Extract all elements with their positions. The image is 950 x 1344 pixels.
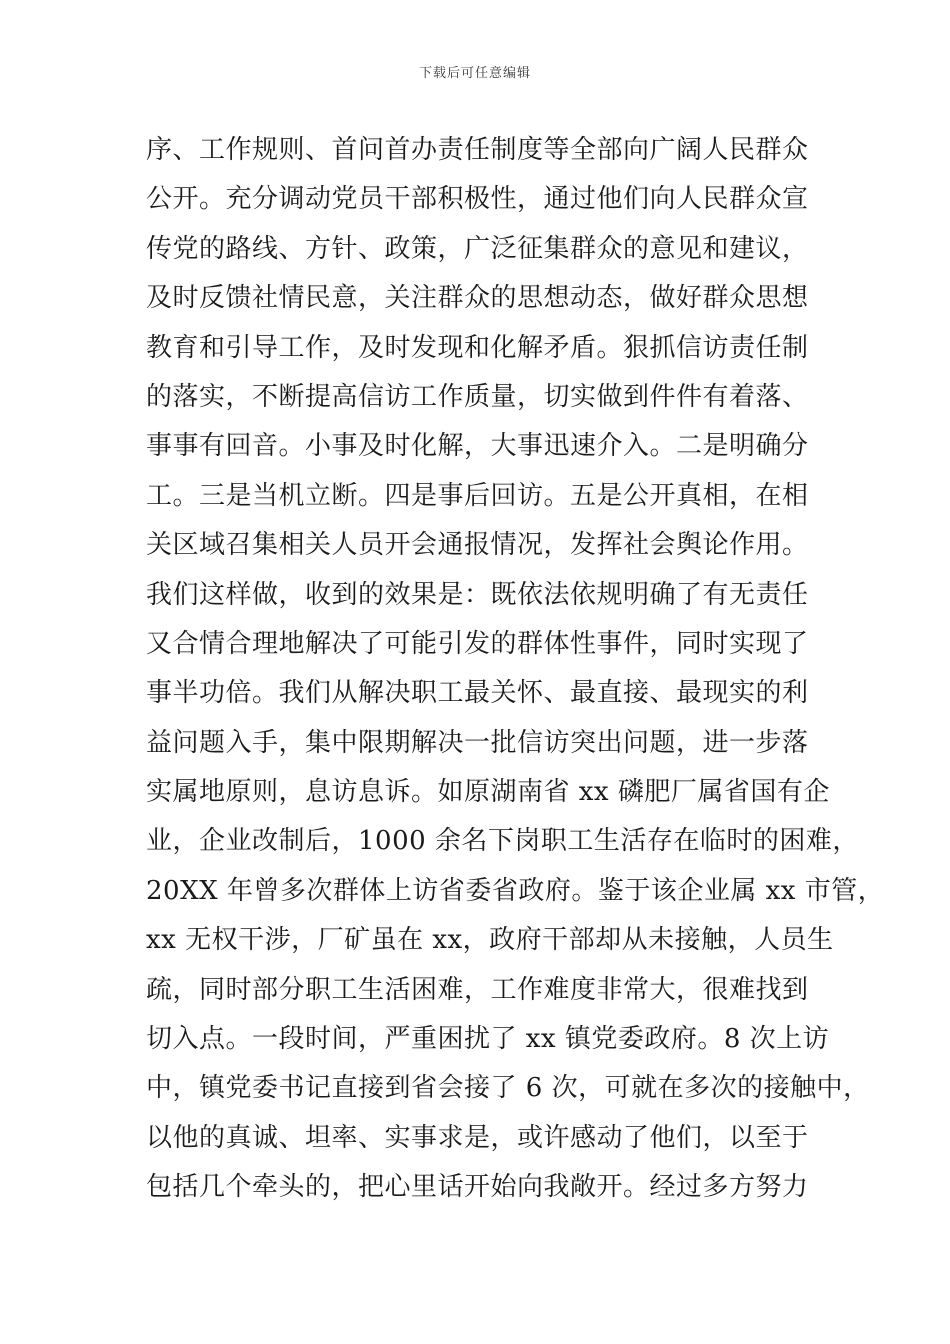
- text-line: 切入点。一段时间，严重困扰了 xx 镇党委政府。8 次上访: [146, 1024, 830, 1055]
- text-line: 我们这样做，收到的效果是：既依法依规明确了有无责任: [146, 579, 809, 610]
- text-line: 包括几个牵头的，把心里话开始向我敞开。经过多方努力: [146, 1172, 809, 1203]
- page-header: 下载后可任意编辑: [418, 66, 531, 81]
- text-line: 20XX 年曾多次群体上访省委省政府。鉴于该企业属 xx 市管，: [146, 875, 885, 906]
- text-line: 实属地原则，息访息诉。如原湖南省 xx 磷肥厂属省国有企: [146, 777, 830, 808]
- text-line: 以他的真诚、坦率、实事求是，或许感动了他们，以至于: [146, 1122, 809, 1153]
- text-line: 益问题入手，集中限期解决一批信访突出问题，进一步落: [146, 727, 809, 758]
- text-line: 及时反馈社情民意，关注群众的思想动态，做好群众思想: [146, 283, 809, 314]
- text-line: 关区域召集相关人员开会通报情况，发挥社会舆论作用。: [146, 530, 809, 561]
- text-line: 事半功倍。我们从解决职工最关怀、最直接、最现实的利: [146, 678, 809, 709]
- text-line: 中，镇党委书记直接到省会接了 6 次，可就在多次的接触中，: [146, 1073, 870, 1104]
- text-line: 业，企业改制后，1000 余名下岗职工生活存在临时的困难，: [146, 826, 859, 857]
- text-line: 序、工作规则、首问首办责任制度等全部向广阔人民群众: [146, 135, 809, 165]
- text-line: 工。三是当机立断。四是事后回访。五是公开真相，在相: [146, 480, 809, 511]
- text-line: 教育和引导工作，及时发现和化解矛盾。狠抓信访责任制: [146, 332, 809, 363]
- body-text: [146, 126, 885, 1213]
- text-line: 公开。充分调动党员干部积极性，通过他们向人民群众宣: [146, 184, 809, 215]
- text-line: 的落实，不断提高信访工作质量，切实做到件件有着落、: [146, 381, 809, 412]
- text-line: 传党的路线、方针、政策，广泛征集群众的意见和建议，: [146, 233, 809, 264]
- text-line: xx 无权干涉，厂矿虽在 xx，政府干部却从未接触，人员生: [146, 925, 834, 956]
- text-line: 疏，同时部分职工生活困难，工作难度非常大，很难找到: [146, 974, 809, 1005]
- text-line: 事事有回音。小事及时化解，大事迅速介入。二是明确分: [146, 431, 809, 462]
- text-line: 又合情合理地解决了可能引发的群体性事件，同时实现了: [146, 628, 809, 659]
